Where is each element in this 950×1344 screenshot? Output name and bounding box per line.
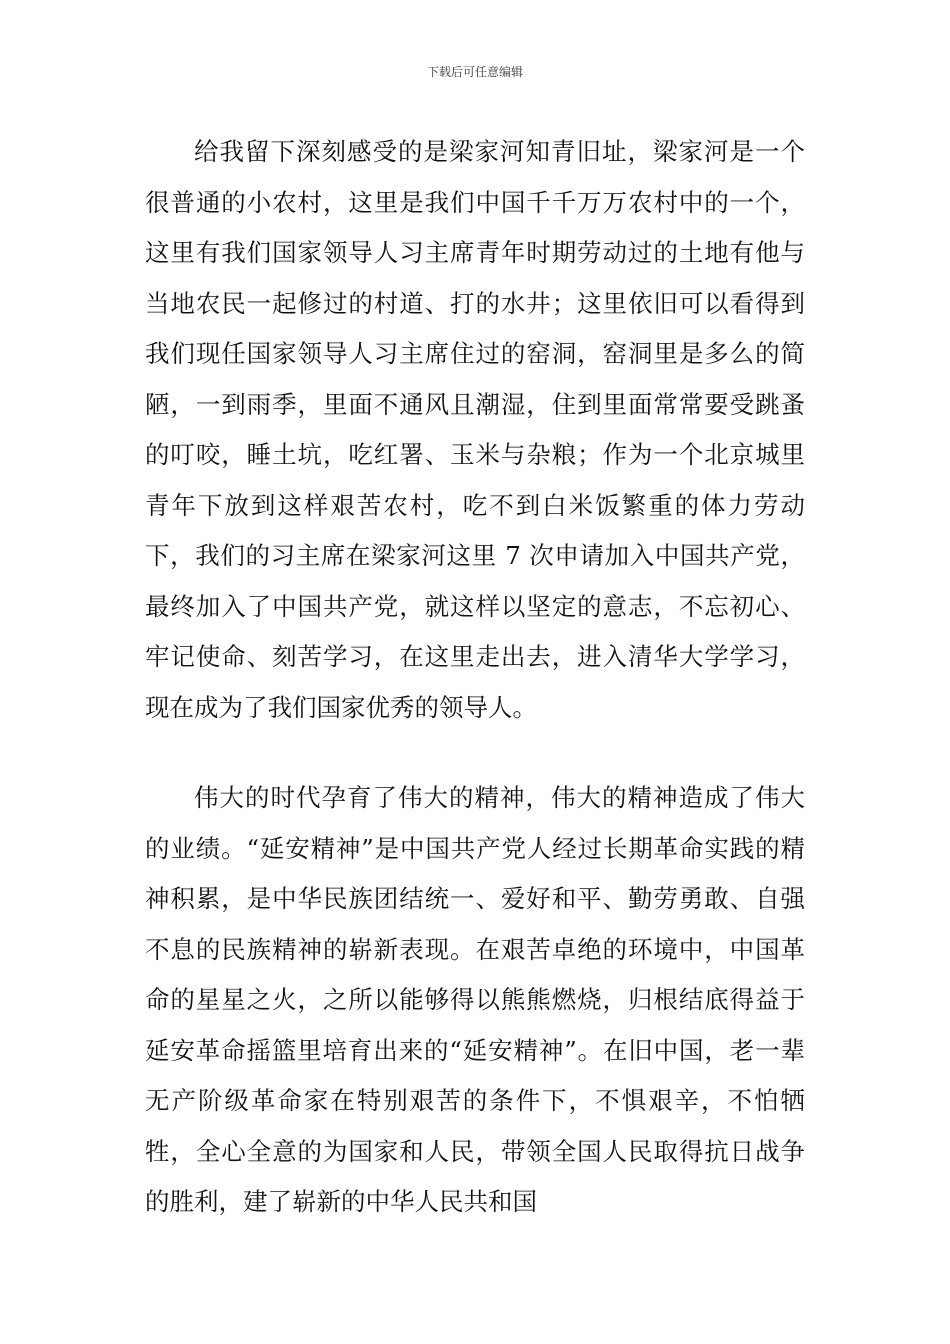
paragraph-yanan-spirit: 伟大的时代孕育了伟大的精神，伟大的精神造成了伟大的业绩。“延安精神”是中国共产党人经过长期革命实践的精神积累，是中华民族团结统一、爱好和平、勤劳勇敢、自强不息的民族精神的崭新表现。在艰苦卓绝的环境中，中国革命的星星之火，之所以能够得以熊熊燃烧，归根结底得益于延安革命摇篮里培育出来的“延安精神”。在旧中国，老一辈无产阶级革命家在特别艰苦的条件下，不惧艰辛，不怕牺牲，全心全意的为国家和人民，带领全国人民取得抗日战争的胜利，建了崭新的中华人民共和国 — [145, 783, 805, 1216]
page-header: 下载后可任意编辑 — [426, 65, 523, 79]
paragraph-liangjiahe: 给我留下深刻感受的是梁家河知青旧址，梁家河是一个很普通的小农村，这里是我们中国千千万万农村中的一个，这里有我们国家领导人习主席青年时期劳动过的土地有他与当地农民一起修过的村道、打的水井；这里依旧可以看得到我们现任国家领导人习主席住过的窑洞，窑洞里是多么的简陋，一到雨季，里面不通风且潮湿，住到里面常常要受跳蚤的叮咬，睡土坑，吃红署、玉米与杂粮；作为一个北京城里青年下放到这样艰苦农村，吃不到白米饭繁重的体力劳动下，我们的习主席在梁家河这里 7 次申请加入中国共产党，最终加入了中国共产党，就这样以坚定的意志，不忘初心、牢记使命、刻苦学习，在这里走出去，进入清华大学学习，现在成为了我们国家优秀的领导人。 — [145, 137, 805, 722]
